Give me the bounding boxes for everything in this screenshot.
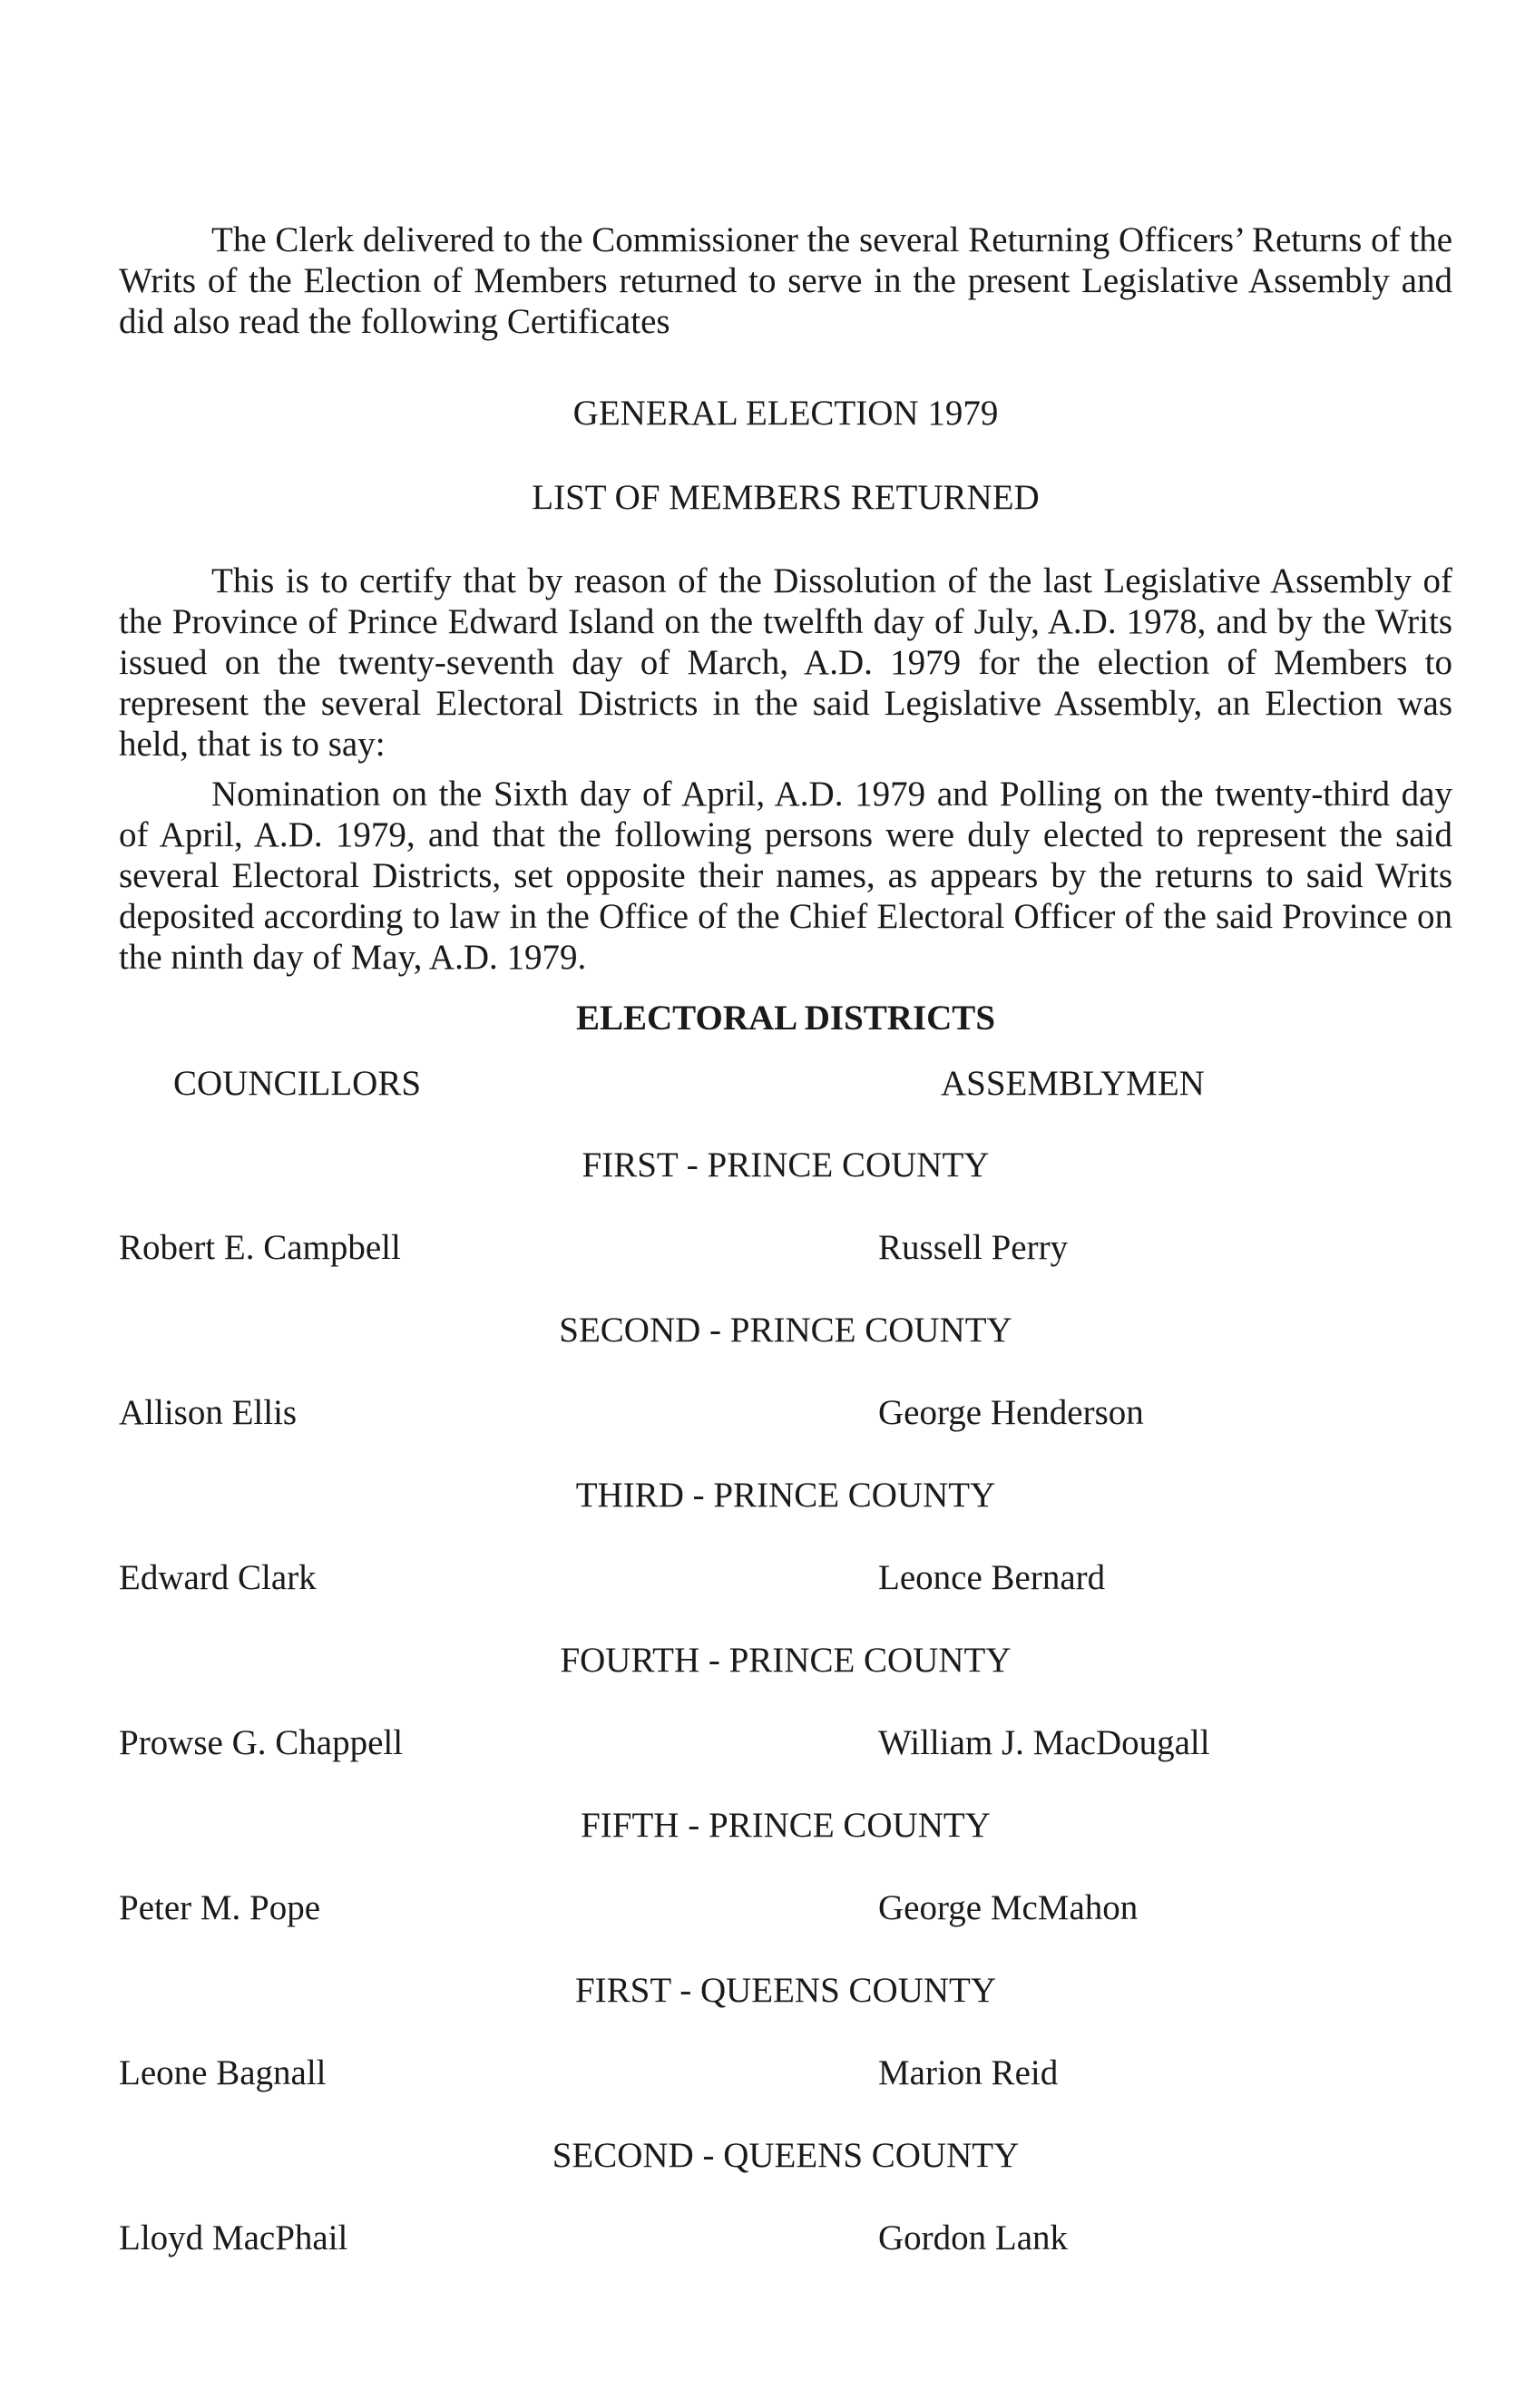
certificate-paragraph-2: Nomination on the Sixth day of April, A.D. 1979 and Polling on the twenty-third day of April, A.D. 1979, and that the following persons were duly elected to represent the said several Electoral Districts, set opposite their names, as appears by the returns to said Writs deposited according to law in the Office of the Chief Electoral Officer of the said Province on the ninth day of May, A.D. 1979. <box>119 775 1452 977</box>
general-election-heading: GENERAL ELECTION 1979 <box>572 394 999 433</box>
intro-paragraph: The Clerk delivered to the Commissioner the several Returning Officers’ Returns of the Writs of the Election of Members returned to serve in the present Legislative Assembly and did also read the following Certificates <box>119 220 1452 341</box>
councillor-name: Peter M. Pope <box>119 1888 321 1927</box>
district-name: FOURTH - PRINCE COUNTY <box>560 1641 1012 1680</box>
district-name: SECOND - PRINCE COUNTY <box>559 1311 1012 1350</box>
councillor-name: Robert E. Campbell <box>119 1228 401 1267</box>
councillor-name: Leone Bagnall <box>119 2053 327 2092</box>
certificate-text <box>119 561 1452 978</box>
councillor-name: Edward Clark <box>119 1558 317 1597</box>
assemblymen-column-header: ASSEMBLYMEN <box>941 1064 1205 1103</box>
assemblyman-name: William J. MacDougall <box>878 1723 1210 1762</box>
assemblyman-name: Leonce Bernard <box>878 1558 1106 1597</box>
assemblyman-name: George McMahon <box>878 1888 1139 1927</box>
assemblyman-name: Gordon Lank <box>878 2218 1069 2257</box>
councillor-name: Prowse G. Chappell <box>119 1723 404 1762</box>
district-name: FIFTH - PRINCE COUNTY <box>581 1806 991 1845</box>
district-name: SECOND - QUEENS COUNTY <box>552 2136 1020 2175</box>
district-name: THIRD - PRINCE COUNTY <box>575 1476 996 1515</box>
assemblyman-name: George Henderson <box>878 1393 1144 1432</box>
councillor-name: Allison Ellis <box>119 1393 298 1432</box>
councillors-column-header: COUNCILLORS <box>173 1064 422 1103</box>
assemblyman-name: Marion Reid <box>878 2053 1059 2092</box>
assemblyman-name: Russell Perry <box>878 1228 1069 1267</box>
district-name: FIRST - QUEENS COUNTY <box>574 1971 997 2010</box>
certificate-paragraph-1: This is to certify that by reason of the Dissolution of the last Legislative Assembly of the Province of Prince Edward Island on the twelfth day of July, A.D. 1978, and by the Writs issued on the twenty-seventh day of March, A.D. 1979 for the election of Members to represent the several Electoral Districts in the said Legislative Assembly, an Election was held, that is to say: <box>119 561 1452 764</box>
councillor-name: Lloyd MacPhail <box>119 2218 348 2257</box>
members-returned-heading: LIST OF MEMBERS RETURNED <box>532 478 1040 517</box>
district-name: FIRST - PRINCE COUNTY <box>582 1146 990 1185</box>
electoral-districts-heading: ELECTORAL DISTRICTS <box>575 999 996 1038</box>
